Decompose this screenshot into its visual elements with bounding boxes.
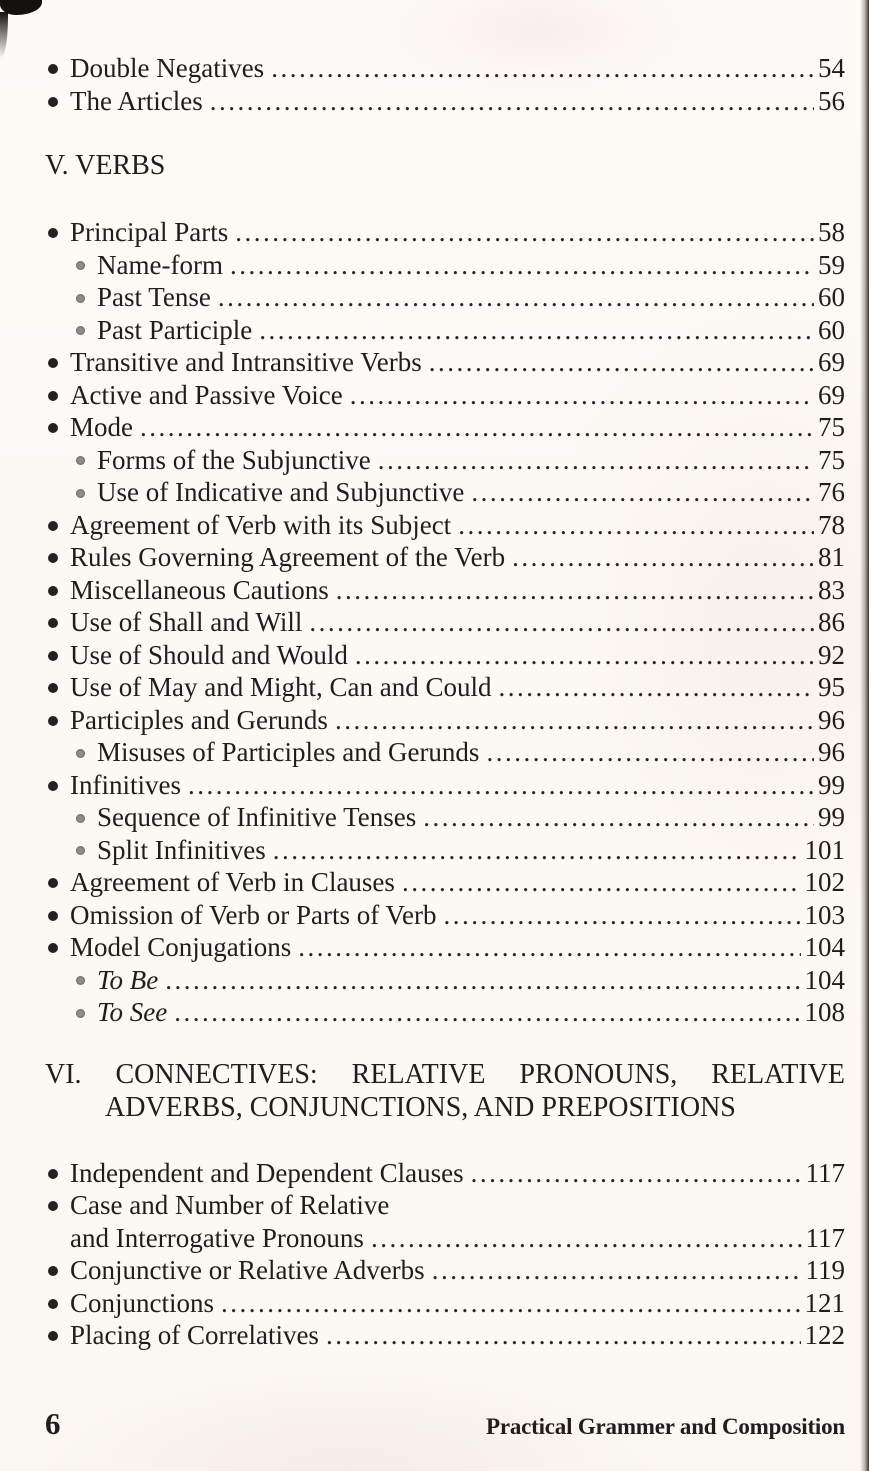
- bullet-icon: [48, 651, 58, 661]
- toc-entry-label: and Interrogative Pronouns: [70, 1222, 364, 1253]
- toc-entry-page: 99: [818, 802, 845, 832]
- dot-leader: [498, 671, 814, 704]
- dot-leader: [165, 964, 800, 997]
- toc-entry-page: 86: [818, 607, 845, 637]
- toc-entry: [45, 1319, 845, 1352]
- dot-leader: [298, 931, 800, 964]
- toc-entry-label: Active and Passive Voice: [70, 379, 343, 410]
- sub-bullet-icon: [76, 489, 85, 498]
- toc-entry-page: 54: [818, 53, 845, 83]
- toc-entry: [45, 834, 845, 867]
- toc-entry-label: Split Infinitives: [97, 834, 266, 865]
- dot-leader: [378, 444, 814, 477]
- toc-entry-label: The Articles: [70, 85, 203, 116]
- toc-entry: [45, 1254, 845, 1287]
- dot-leader: [486, 736, 814, 769]
- dot-leader: [355, 639, 814, 672]
- dot-leader: [309, 606, 814, 639]
- toc-entry: [45, 1222, 845, 1255]
- bullet-icon: [48, 781, 58, 791]
- toc-entry-label: Independent and Dependent Clauses: [70, 1157, 464, 1188]
- toc-entry-page: 102: [804, 867, 845, 897]
- toc-entry-page: 60: [818, 282, 845, 312]
- dot-leader: [140, 411, 814, 444]
- page-number: 6: [45, 1406, 61, 1441]
- toc-entry-label: Omission of Verb or Parts of Verb: [70, 899, 437, 930]
- bullet-icon: [48, 1266, 58, 1276]
- bullet-icon: [48, 586, 58, 596]
- bullet-icon: [48, 618, 58, 628]
- toc-entry-page: 103: [804, 899, 845, 930]
- toc-entry: [45, 1287, 845, 1320]
- toc-entry-label: Name-form: [97, 249, 223, 280]
- toc-entry-label: Transitive and Intransitive Verbs: [70, 347, 422, 377]
- toc-entry: [45, 249, 845, 282]
- sub-bullet-icon: [76, 261, 85, 270]
- bullet-icon: [48, 683, 58, 693]
- toc-entry-label: Forms of the Subjunctive: [97, 444, 371, 475]
- section-heading-line: VI. CONNECTIVES: RELATIVE PRONOUNS, RELATIVE: [45, 1058, 845, 1090]
- dot-leader: [402, 866, 801, 899]
- table-of-contents: [45, 0, 845, 1352]
- bullet-icon: [48, 521, 58, 531]
- toc-entry: [45, 52, 845, 85]
- toc-entry-page: 78: [818, 509, 845, 540]
- section-heading: [45, 1058, 845, 1124]
- toc-entry-label: Case and Number of Relative: [70, 1190, 390, 1220]
- toc-entry-page: 104: [804, 964, 845, 995]
- toc-entry: [45, 476, 845, 509]
- toc-entry-page: 117: [805, 1222, 845, 1253]
- bullet-icon: [48, 64, 58, 74]
- toc-entry-page: 69: [818, 347, 845, 377]
- dot-leader: [230, 249, 814, 282]
- bullet-icon: [48, 878, 58, 888]
- dot-leader: [350, 379, 814, 412]
- dot-leader: [210, 85, 814, 118]
- toc-entry: [45, 574, 845, 607]
- toc-entry-page: 122: [804, 1320, 845, 1350]
- bullet-icon: [48, 97, 58, 107]
- scan-artifact-left-edge: [0, 12, 8, 58]
- toc-entry-page: 75: [818, 412, 845, 442]
- dot-leader: [174, 996, 800, 1029]
- dot-leader: [432, 1254, 802, 1287]
- toc-entry-label: Use of Indicative and Subjunctive: [97, 477, 465, 507]
- toc-entry: [45, 346, 845, 379]
- bullet-icon: [48, 911, 58, 921]
- dot-leader: [335, 704, 814, 737]
- sub-bullet-icon: [76, 1009, 85, 1018]
- toc-entry: [45, 281, 845, 314]
- toc-entry: [45, 736, 845, 769]
- toc-entry-label: Rules Governing Agreement of the Verb: [70, 542, 506, 572]
- toc-entry-page: 121: [804, 1287, 845, 1318]
- dot-leader: [273, 834, 801, 867]
- toc-entry-page: 117: [805, 1157, 845, 1188]
- toc-entry: [45, 899, 845, 932]
- toc-entry-page: 95: [818, 672, 845, 702]
- toc-entry-page: 60: [818, 314, 845, 345]
- toc-entry-label: Conjunctive or Relative Adverbs: [70, 1255, 425, 1285]
- section-heading-line: V. VERBS: [45, 150, 166, 181]
- toc-entry: [45, 85, 845, 118]
- bullet-icon: [48, 1169, 58, 1179]
- toc-entry-page: 104: [804, 932, 845, 962]
- toc-entry: [45, 996, 845, 1029]
- toc-entry: [45, 801, 845, 834]
- dot-leader: [471, 1157, 802, 1190]
- toc-entry: [45, 769, 845, 802]
- toc-entry-page: 96: [818, 704, 845, 735]
- toc-entry-page: 75: [818, 444, 845, 475]
- sub-bullet-icon: [76, 814, 85, 823]
- toc-entry-page: 96: [818, 737, 845, 767]
- dot-leader: [336, 574, 814, 607]
- toc-entry-label: Mode: [70, 412, 133, 442]
- dot-leader: [443, 899, 800, 932]
- toc-entry-page: 76: [818, 477, 845, 507]
- dot-leader: [429, 346, 814, 379]
- dot-leader: [471, 476, 814, 509]
- toc-entry-label: Use of May and Might, Can and Could: [70, 672, 492, 702]
- toc-entry: [45, 444, 845, 477]
- toc-entry: [45, 314, 845, 347]
- dot-leader: [458, 509, 814, 542]
- toc-entry-label: To See: [97, 997, 168, 1027]
- dot-leader: [326, 1319, 801, 1352]
- toc-entry-label: To Be: [97, 964, 159, 995]
- sub-bullet-icon: [76, 456, 85, 465]
- toc-entry-label: Past Tense: [97, 282, 211, 312]
- toc-entry-label: Agreement of Verb in Clauses: [70, 867, 395, 897]
- toc-entry-label: Participles and Gerunds: [70, 704, 328, 735]
- bullet-icon: [48, 391, 58, 401]
- toc-entry: [45, 541, 845, 574]
- dot-leader: [235, 216, 814, 249]
- toc-entry-page: 58: [818, 217, 845, 247]
- toc-entry-page: 56: [818, 85, 845, 116]
- bullet-icon: [48, 358, 58, 368]
- toc-entry: [45, 509, 845, 542]
- dot-leader: [259, 314, 814, 347]
- toc-entry-page: 101: [804, 834, 845, 865]
- toc-entry-label: Double Negatives: [70, 53, 265, 83]
- toc-entry-label: Sequence of Infinitive Tenses: [97, 802, 417, 832]
- bullet-icon: [48, 553, 58, 563]
- toc-entry-label: Agreement of Verb with its Subject: [70, 509, 452, 540]
- toc-entry-label: Model Conjugations: [70, 932, 292, 962]
- sub-bullet-icon: [76, 976, 85, 985]
- sub-bullet-icon: [76, 846, 85, 855]
- bullet-icon: [48, 943, 58, 953]
- bullet-icon: [48, 1201, 58, 1211]
- dot-leader: [221, 1287, 800, 1320]
- toc-entry: [45, 1157, 845, 1190]
- toc-entry: [45, 1189, 845, 1222]
- dot-leader: [218, 281, 814, 314]
- dot-leader: [188, 769, 814, 802]
- toc-entry-label: Conjunctions: [70, 1287, 215, 1318]
- dot-leader: [423, 801, 814, 834]
- bullet-icon: [48, 423, 58, 433]
- toc-entry-page: 81: [818, 542, 845, 572]
- toc-entry: [45, 671, 845, 704]
- toc-entry: [45, 639, 845, 672]
- toc-entry-page: 69: [818, 379, 845, 410]
- toc-entry-label: Past Participle: [97, 314, 253, 345]
- toc-entry-page: 99: [818, 769, 845, 800]
- toc-entry-page: 119: [805, 1255, 845, 1285]
- toc-entry: [45, 866, 845, 899]
- toc-entry-label: Use of Should and Would: [70, 639, 348, 670]
- toc-entry: [45, 606, 845, 639]
- toc-entry-label: Miscellaneous Cautions: [70, 574, 329, 605]
- bullet-icon: [48, 716, 58, 726]
- sub-bullet-icon: [76, 749, 85, 758]
- toc-entry: [45, 379, 845, 412]
- page-footer: [45, 1406, 845, 1442]
- dot-leader: [512, 541, 814, 574]
- bullet-icon: [48, 228, 58, 238]
- toc-entry: [45, 411, 845, 444]
- sub-bullet-icon: [76, 326, 85, 335]
- toc-entry: [45, 216, 845, 249]
- section-heading: [45, 149, 845, 182]
- toc-entry-label: Principal Parts: [70, 217, 229, 247]
- toc-entry-page: 59: [818, 249, 845, 280]
- toc-entry: [45, 931, 845, 964]
- page-edge-shadow: [860, 0, 869, 1471]
- toc-entry-label: Use of Shall and Will: [70, 607, 303, 637]
- bullet-icon: [48, 1331, 58, 1341]
- toc-entry: [45, 704, 845, 737]
- book-title: Practical Grammer and Composition: [485, 1414, 845, 1439]
- toc-entry-label: Misuses of Participles and Gerunds: [97, 737, 480, 767]
- toc-entry-page: 92: [818, 639, 845, 670]
- bullet-icon: [48, 1299, 58, 1309]
- toc-entry-page: 83: [818, 574, 845, 605]
- toc-entry-label: Placing of Correlatives: [70, 1320, 319, 1350]
- section-heading-line: ADVERBS, CONJUNCTIONS, AND PREPOSITIONS: [105, 1091, 736, 1123]
- dot-leader: [371, 1222, 802, 1255]
- dot-leader: [271, 52, 814, 85]
- toc-entry-label: Infinitives: [70, 769, 181, 800]
- toc-entry: [45, 964, 845, 997]
- sub-bullet-icon: [76, 294, 85, 303]
- toc-entry-page: 108: [804, 997, 845, 1027]
